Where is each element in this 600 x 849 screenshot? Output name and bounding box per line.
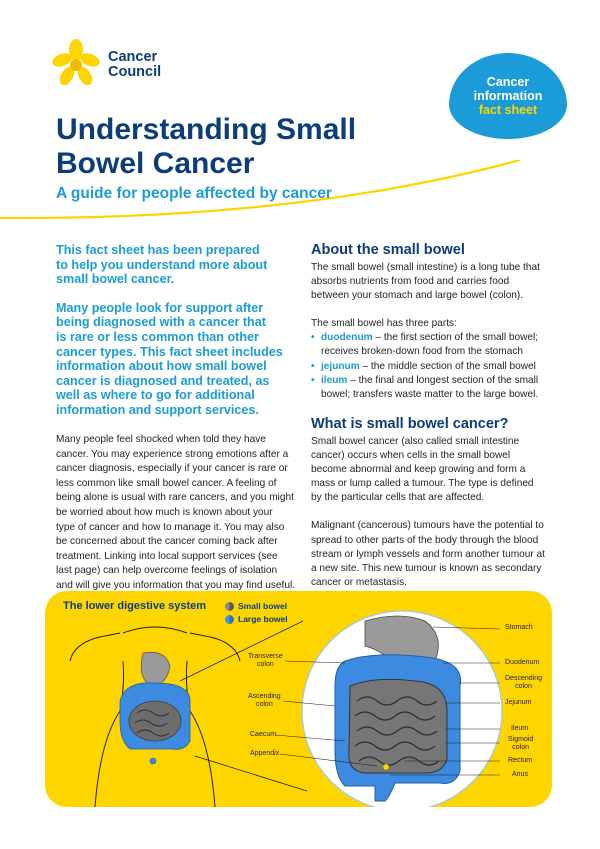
label-jejunum: Jejunum: [505, 699, 532, 706]
what-paragraph-1: [311, 435, 551, 505]
body-line: stream or lymph vessels and form another tumour at: [311, 548, 545, 560]
body-line: by the particular cells that are affected.: [311, 492, 485, 504]
body-line: absorbs nutrients from food and carries food: [311, 276, 510, 288]
title-line-2: Bowel Cancer: [56, 147, 255, 180]
body-line: a new site. This new tumour is known as secondary: [311, 562, 542, 574]
label-ascending-colon: [248, 693, 281, 709]
body-line: and will give you information that you may find useful.: [56, 579, 296, 591]
term-duodenum: duodenum: [321, 332, 373, 344]
intro-line: well as where to go for additional: [56, 388, 255, 403]
intro-line: Many people look for support after: [56, 300, 264, 315]
legend-label: Large bowel: [238, 614, 288, 624]
body-line: bowel; transfers waste matter to the large bowel.: [321, 388, 539, 400]
body-line: less common like small bowel cancer. A feeling of: [56, 477, 277, 489]
label-text: colon: [512, 744, 530, 751]
label-stomach: Stomach: [505, 624, 533, 631]
intro-line: information and support services.: [56, 402, 259, 417]
intro-line: being diagnosed with a cancer that: [56, 315, 266, 330]
label-ileum: Ileum: [511, 725, 529, 732]
label-text: Sigmoid: [508, 736, 534, 743]
what-is-section: [311, 416, 551, 604]
body-line: – the first section of the small bowel;: [372, 332, 539, 344]
about-paragraph-1: [311, 261, 551, 303]
body-line: type of cancer and how to manage it. You may also: [56, 521, 285, 533]
list-item: [311, 374, 551, 402]
label-appendix: Appendix: [250, 750, 280, 757]
digestive-illustration: [45, 591, 552, 807]
label-duodenum: Duodenum: [505, 659, 540, 666]
body-bowel-icon: [120, 652, 190, 764]
intro-line: small bowel cancer.: [56, 272, 175, 287]
body-line: cancer diagnosis, especially if your cancer is rare or: [56, 463, 288, 475]
title-line-1: Understanding Small: [56, 113, 357, 146]
body-line: Small bowel cancer (also called small intestine: [311, 436, 520, 447]
what-heading: What is small bowel cancer?: [311, 416, 509, 432]
brand-line-1: Cancer: [108, 49, 158, 65]
list-item: [311, 360, 551, 374]
intro-line: This fact sheet has been prepared: [56, 243, 260, 257]
page-subtitle: A guide for people affected by cancer: [56, 185, 332, 202]
intro-paragraph-1: [56, 243, 296, 287]
intro-line: to help you understand more about: [56, 257, 268, 272]
intro-line: is rare or less common than other: [56, 329, 259, 344]
intro-section: [56, 243, 296, 432]
label-caecum: Caecum: [250, 731, 277, 738]
body-line: treatment. Linking into local support services (see: [56, 550, 278, 562]
label-descending-colon: [505, 675, 542, 691]
zoom-line: [180, 621, 303, 681]
legend-label: Small bowel: [238, 601, 288, 611]
about-heading: About the small bowel: [311, 242, 465, 258]
body-line: be worried about how much is known about your: [56, 506, 273, 518]
label-sigmoid-colon: [508, 736, 533, 752]
badge-line-3: fact sheet: [478, 103, 538, 117]
cancer-council-logo: [50, 38, 210, 88]
about-section: [311, 242, 551, 402]
what-paragraph-2: [311, 519, 551, 589]
body-line: between your stomach and large bowel (colon).: [311, 290, 524, 302]
label-transverse-colon: [248, 653, 283, 669]
intro-line: cancer types. This fact sheet includes: [56, 344, 283, 359]
badge-line-2: information: [473, 89, 543, 103]
label-text: colon: [257, 661, 274, 668]
body-line: become abnormal and keep growing and form a: [311, 464, 526, 476]
body-line: mass or lump called a tumour. The type is defined: [311, 478, 534, 490]
about-paragraph-2: The small bowel has three parts:: [311, 318, 457, 330]
body-line: receives broken-down food from the stomach: [321, 346, 523, 358]
body-line: The small bowel (small intestine) is a long tube that: [311, 262, 540, 273]
term-ileum: ileum: [321, 374, 348, 386]
body-line: last page) can help overcome feelings of isolation: [56, 565, 278, 577]
list-item: [311, 331, 551, 359]
label-rectum: Rectum: [508, 757, 533, 764]
label-anus: Anus: [512, 771, 528, 778]
body-line: Many people feel shocked when told they have: [56, 434, 266, 445]
brand-name: [108, 50, 161, 80]
label-text: Ascending: [248, 693, 281, 700]
badge-line-1: Cancer: [486, 75, 530, 89]
body-line: cancer. You may experience strong emotions after a: [56, 448, 289, 460]
intro-line: information about how small bowel: [56, 359, 267, 374]
page-title: [56, 113, 476, 181]
label-text: Transverse: [248, 653, 283, 660]
intro-paragraph-2: [56, 301, 296, 418]
zoom-line: [195, 756, 307, 791]
body-line: – the middle section of the small bowel: [359, 360, 536, 372]
body-line: – the final and longest section of the small: [347, 374, 539, 386]
body-line: being alone is usual with rare cancers, and you might: [56, 492, 294, 504]
intro-line: cancer is diagnosed and treated, as: [56, 373, 270, 388]
body-line: cancer) occurs when cells in the small bowel: [311, 450, 511, 462]
daffodil-icon: [50, 38, 102, 88]
brand-line-2: Council: [108, 64, 162, 80]
body-line: Malignant (cancerous) tumours have the potential to: [311, 520, 544, 532]
body-line: spread to other parts of the body through the blood: [311, 534, 539, 546]
body-line: be concerned about the cancer coming back after: [56, 536, 278, 548]
diagram-title: The lower digestive system: [63, 600, 207, 612]
body-line: cancer or metastasis.: [311, 576, 407, 588]
emotional-support-paragraph: [56, 433, 301, 594]
label-text: colon: [255, 701, 273, 708]
digestive-system-diagram: [45, 591, 552, 807]
term-jejunum: jejunum: [321, 360, 360, 372]
label-text: Descending: [505, 675, 542, 682]
label-text: colon: [515, 683, 532, 690]
